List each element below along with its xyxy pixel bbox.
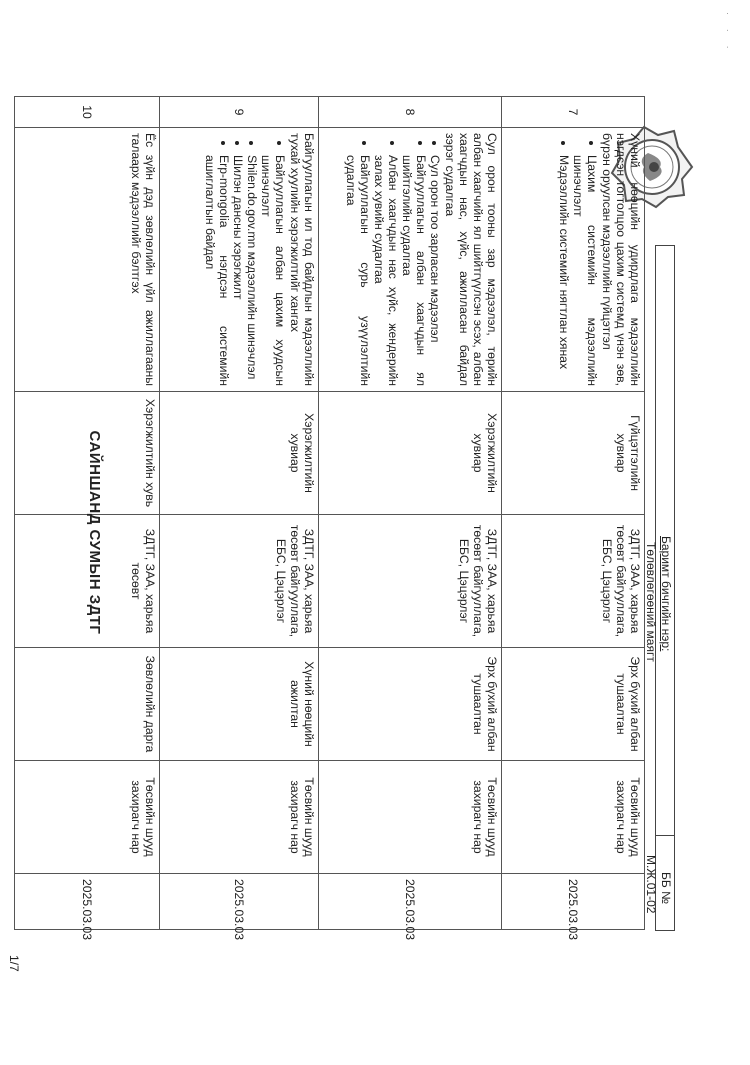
activity-bullet-list bbox=[203, 133, 287, 386]
measurement-form: Хэрэгжилтийн хувиар bbox=[160, 392, 319, 515]
header-rule-right bbox=[655, 930, 675, 931]
measurement-form: Хэрэгжилтийн хувь bbox=[15, 392, 160, 515]
activity-bullet-list bbox=[344, 133, 442, 386]
activity-text: Ёс зүйн дэд зөвлөлийн үйл ажиллагааны талаарх мэдээллийг бэлтгэх bbox=[129, 133, 157, 386]
row-number: 7 bbox=[502, 97, 645, 128]
participants: ЗДТГ, ЗАА, харьяа төсөвт байгууллага, ЕБС, Цэцэрлэг bbox=[319, 515, 502, 648]
header-rule-top bbox=[674, 245, 675, 930]
doc-name-label: Баримт бичгийн нэр: bbox=[659, 536, 673, 652]
supervisor: Төсвийн шууд захирагч нар bbox=[160, 761, 319, 874]
supervisor: Төсвийн шууд захирагч нар bbox=[15, 761, 160, 874]
table-row bbox=[502, 97, 645, 930]
activity-bullet: • Байгууллагын сурь узүүлэлтийн судалгаа bbox=[344, 155, 372, 386]
table-row bbox=[319, 97, 502, 930]
code-label: ББ № bbox=[659, 872, 673, 904]
activity-bullet: • Сул орон тоо зарласан мэдээлэл bbox=[428, 155, 442, 386]
activity-bullet: • Шилэн дансны хэрэгжилт bbox=[231, 155, 245, 386]
supervisor: Төсвийн шууд захирагч нар bbox=[502, 761, 645, 874]
scan-artifact: · · · bbox=[723, 12, 732, 55]
table-row bbox=[160, 97, 319, 930]
row-number: 10 bbox=[15, 97, 160, 128]
activity-bullet: • Shilen.do.gov.mn мэдээллийн шинэчлэл bbox=[245, 155, 259, 386]
participants: ЗДТГ, ЗАА, харьяа төсөвт bbox=[15, 515, 160, 648]
activity-bullet: • Erp-mongolia нэгдсэн системийн ашиглалтын байдал bbox=[203, 155, 231, 386]
activity-text: Байгууллагын ил тод байдлын мэдээллийн тухай хуулийн хэрэгжилтийг хангах bbox=[288, 133, 316, 386]
responsible-person: Хүний нөөцийн ажилтан bbox=[160, 648, 319, 761]
activity-bullet: • Байгууллагын албан хаагчдын ял шийтгэлийн судалгаа bbox=[400, 155, 428, 386]
footer-organization: САЙНШАНД СУМЫН ЗДТГ bbox=[86, 430, 103, 635]
activity-cell bbox=[160, 128, 319, 392]
measurement-form: Гүйцэтгэлийн хувиар bbox=[502, 392, 645, 515]
plan-table bbox=[14, 96, 645, 940]
activity-bullet-list bbox=[557, 133, 599, 386]
activity-text: Сул орон тооны зар мэдээлэл, төрийн албан хаагчийн ял шийтгүүлсэн эсэх, албан хаагчдын нас, хүйс, ажилласан байдал зэрэг судалгаа bbox=[443, 133, 499, 386]
participants: ЗДТГ, ЗАА, харьяа төсөвт байгууллага, ЕБС, Цэцэрлэг bbox=[160, 515, 319, 648]
header-rule-left bbox=[655, 245, 675, 246]
activity-bullet: • Цахим системийн мэдээллийн шинэчлэлт bbox=[571, 155, 599, 386]
row-number: 8 bbox=[319, 97, 502, 128]
deadline-date: 2025.03.03 bbox=[15, 874, 160, 930]
deadline-date: 2025.03.03 bbox=[319, 874, 502, 930]
activity-cell bbox=[502, 128, 645, 392]
deadline-date: 2025.03.03 bbox=[160, 874, 319, 930]
responsible-person: Эрх бүхий албан тушаалтан bbox=[319, 648, 502, 761]
activity-text: Хүний нөөцийн удирдлага мэдээллийн нэгдсэн тогтолцоо цахим системд үнэн зөв, бүрэн оруулсан мэдээллийн гүйцэтгэл bbox=[600, 133, 642, 386]
activity-cell bbox=[319, 128, 502, 392]
responsible-person: Зөвлөлийн дарга bbox=[15, 648, 160, 761]
row-number: 9 bbox=[160, 97, 319, 128]
activity-bullet: • Мэдээллийн системийг нягтлан хянах bbox=[557, 155, 571, 386]
page-number: 1/7 bbox=[7, 955, 21, 972]
participants: ЗДТГ, ЗАА, харьяа төсөвт байгууллага, ЕБС, Цэцэрлэг bbox=[502, 515, 645, 648]
doc-name-value: Төлөвлөгөөний маягт bbox=[644, 542, 658, 662]
deadline-date: 2025.03.03 bbox=[502, 874, 645, 930]
activity-bullet: • Албан хаагчдын нас хүйс, жендерийн залах хувийн судалгаа bbox=[372, 155, 400, 386]
activity-bullet: • Байгууллагын албан цахим хуудсын шинэчлэлт bbox=[259, 155, 287, 386]
code-value: М.Ж.01-02 bbox=[644, 855, 658, 914]
header-divider bbox=[655, 835, 675, 836]
measurement-form: Хэрэгжилтийн хувиар bbox=[319, 392, 502, 515]
supervisor: Төсвийн шууд захирагч нар bbox=[319, 761, 502, 874]
responsible-person: Эрх бүхий албан тушаалтан bbox=[502, 648, 645, 761]
